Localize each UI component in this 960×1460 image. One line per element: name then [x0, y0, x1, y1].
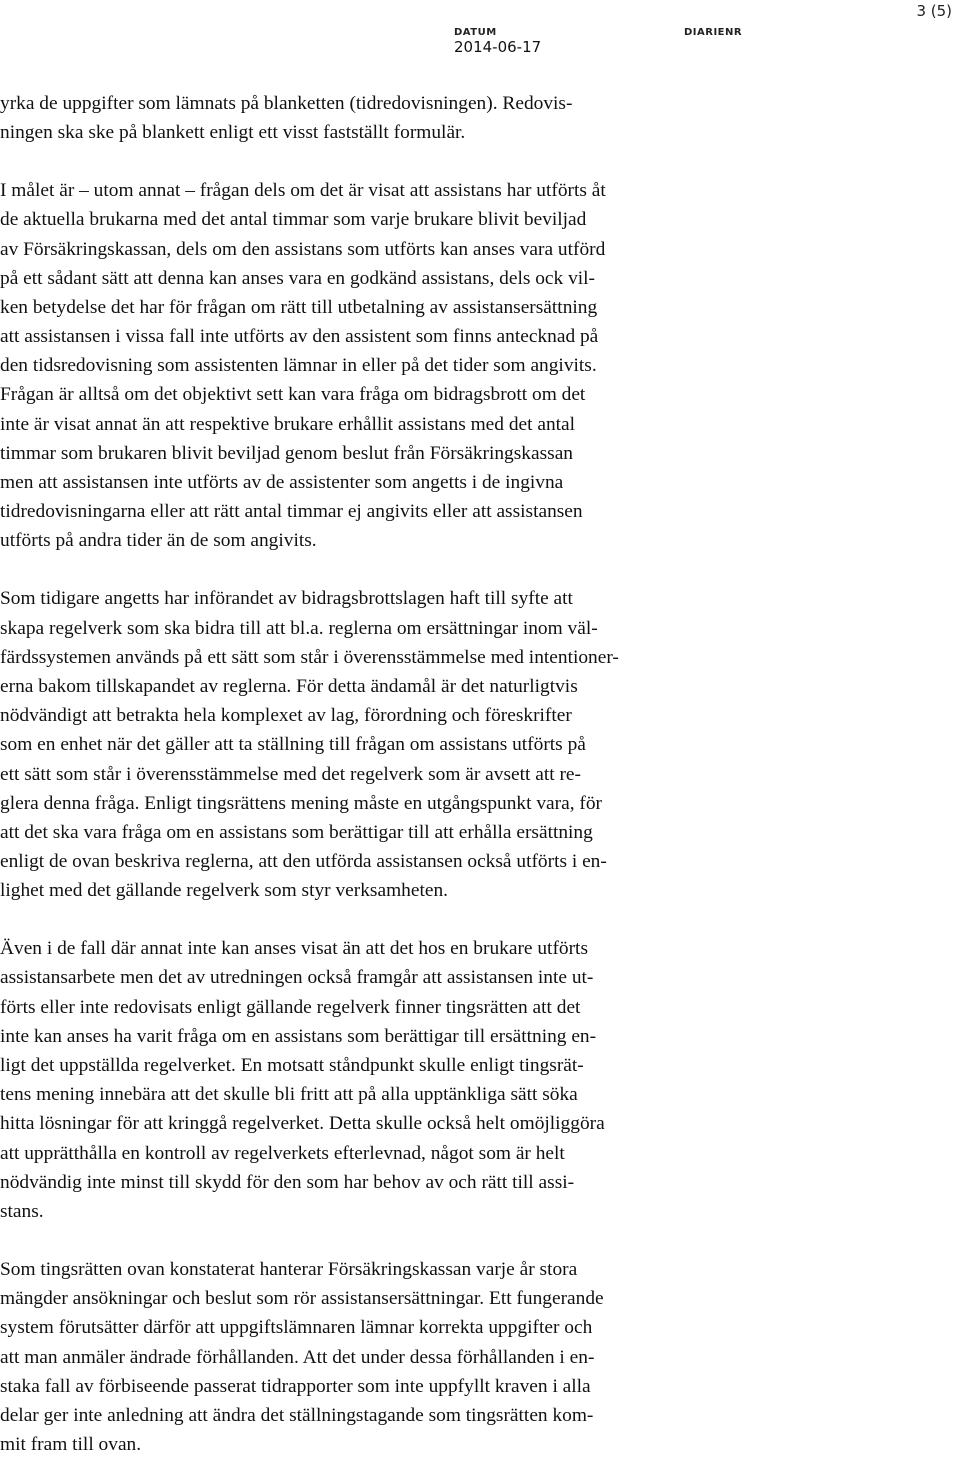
text-line: Som tingsrätten ovan konstaterat hanterar Försäkringskassan varje år stora — [0, 1258, 578, 1280]
text-line: mit fram till ovan. — [0, 1434, 142, 1456]
text-line: system förutsätter därför att uppgiftslämnaren lämnar korrekta uppgifter och — [0, 1317, 593, 1339]
text-line: delar ger inte anledning att ändra det ställningstagande som tingsrätten kom- — [0, 1404, 594, 1426]
text-line: Frågan är alltså om det objektivt sett kan vara fråga om bidragsbrott om det — [0, 384, 586, 406]
text-line: I målet är – utom annat – frågan dels om det är visat att assistans har utförts åt — [0, 180, 606, 202]
text-line: nödvändig inte minst till skydd för den som har behov av och rätt till assi- — [0, 1171, 575, 1193]
text-line: färdssystemen används på ett sätt som står i överensstämmelse med intentioner- — [0, 646, 619, 668]
text-line: ett sätt som står i överensstämmelse med det regelverk som är avsett att re- — [0, 763, 581, 785]
text-line: att det ska vara fråga om en assistans som berättigar till att erhålla ersättning — [0, 821, 593, 843]
text-line: som en enhet när det gäller att ta ställning till frågan om assistans utförts på — [0, 734, 586, 756]
paragraph — [0, 584, 960, 905]
paragraph — [0, 934, 960, 1226]
datum-label: DATUM — [454, 27, 497, 38]
paragraph — [0, 176, 960, 555]
text-line: inte kan anses ha varit fråga om en assistans som berättigar till ersättning en- — [0, 1025, 597, 1047]
text-line: tens mening innebära att det skulle bli fritt att på alla upptänkliga sätt söka — [0, 1084, 578, 1106]
text-line: inte är visat annat än att respektive brukare erhållit assistans med det antal — [0, 413, 576, 435]
text-line: ken betydelse det har för frågan om rätt till utbetalning av assistansersättning — [0, 296, 598, 318]
text-line: den tidsredovisning som assistenten lämnar in eller på det tider som angivits. — [0, 355, 597, 377]
text-line: de aktuella brukarna med det antal timmar som varje brukare blivit beviljad — [0, 209, 587, 231]
text-line: att upprätthålla en kontroll av regelverkets efterlevnad, något som är helt — [0, 1142, 565, 1164]
text-line: förts eller inte redovisats enligt gällande regelverk finner tingsrätten att det — [0, 996, 581, 1018]
text-line: glera denna fråga. Enligt tingsrättens mening måste en utgångspunkt vara, för — [0, 792, 602, 814]
document-body — [0, 89, 960, 1459]
text-line: på ett sådant sätt att denna kan anses vara en godkänd assistans, dels ock vil- — [0, 267, 596, 289]
text-line: hitta lösningar för att kringgå regelverket. Detta skulle också helt omöjliggöra — [0, 1113, 605, 1135]
text-line: mängder ansökningar och beslut som rör assistansersättningar. Ett fungerande — [0, 1288, 604, 1310]
text-line: Även i de fall där annat inte kan anses visat än att det hos en brukare utförts — [0, 938, 588, 960]
paragraph — [0, 1255, 960, 1459]
text-line: av Försäkringskassan, dels om den assistans som utförts kan anses vara utförd — [0, 238, 606, 260]
text-line: skapa regelverk som ska bidra till att bl.a. reglerna om ersättningar inom väl- — [0, 617, 598, 639]
text-line: lighet med det gällande regelverk som styr verksamheten. — [0, 880, 448, 902]
text-line: timmar som brukaren blivit beviljad genom beslut från Försäkringskassan — [0, 442, 573, 464]
text-line: yrka de uppgifter som lämnats på blanketten (tidredovisningen). Redovis- — [0, 93, 573, 114]
page-number: 3 (5) — [916, 2, 952, 20]
document-date: 2014-06-17 — [454, 38, 542, 56]
text-line: ligt det uppställda regelverket. En motsatt ståndpunkt skulle enligt tingsrät- — [0, 1055, 584, 1077]
text-line: enligt de ovan beskriva reglerna, att den utförda assistansen också utförts i en- — [0, 851, 607, 873]
text-line: tidredovisningarna eller att rätt antal timmar ej angivits eller att assistansen — [0, 501, 583, 523]
text-line: stans. — [0, 1200, 44, 1222]
text-line: att man anmäler ändrade förhållanden. Att det under dessa förhållanden i en- — [0, 1346, 595, 1368]
text-line: assistansarbete men det av utredningen också framgår att assistansen inte ut- — [0, 967, 594, 989]
text-line: men att assistansen inte utförts av de assistenter som angetts i de ingivna — [0, 472, 564, 494]
paragraph — [0, 89, 960, 147]
text-line: nödvändigt att betrakta hela komplexet av lag, förordning och föreskrifter — [0, 705, 572, 727]
text-line: att assistansen i vissa fall inte utförts av den assistent som finns antecknad på — [0, 326, 599, 348]
text-line: staka fall av förbiseende passerat tidrapporter som inte uppfyllt kraven i alla — [0, 1375, 591, 1397]
text-line: utförts på andra tider än de som angivits. — [0, 530, 317, 552]
text-line: ningen ska ske på blankett enligt ett visst fastställt formulär. — [0, 122, 466, 144]
text-line: erna bakom tillskapandet av reglerna. För detta ändamål är det naturligtvis — [0, 675, 578, 697]
diarienr-label: DIARIENR — [684, 27, 743, 38]
text-line: Som tidigare angetts har införandet av bidragsbrottslagen haft till syfte att — [0, 588, 573, 610]
